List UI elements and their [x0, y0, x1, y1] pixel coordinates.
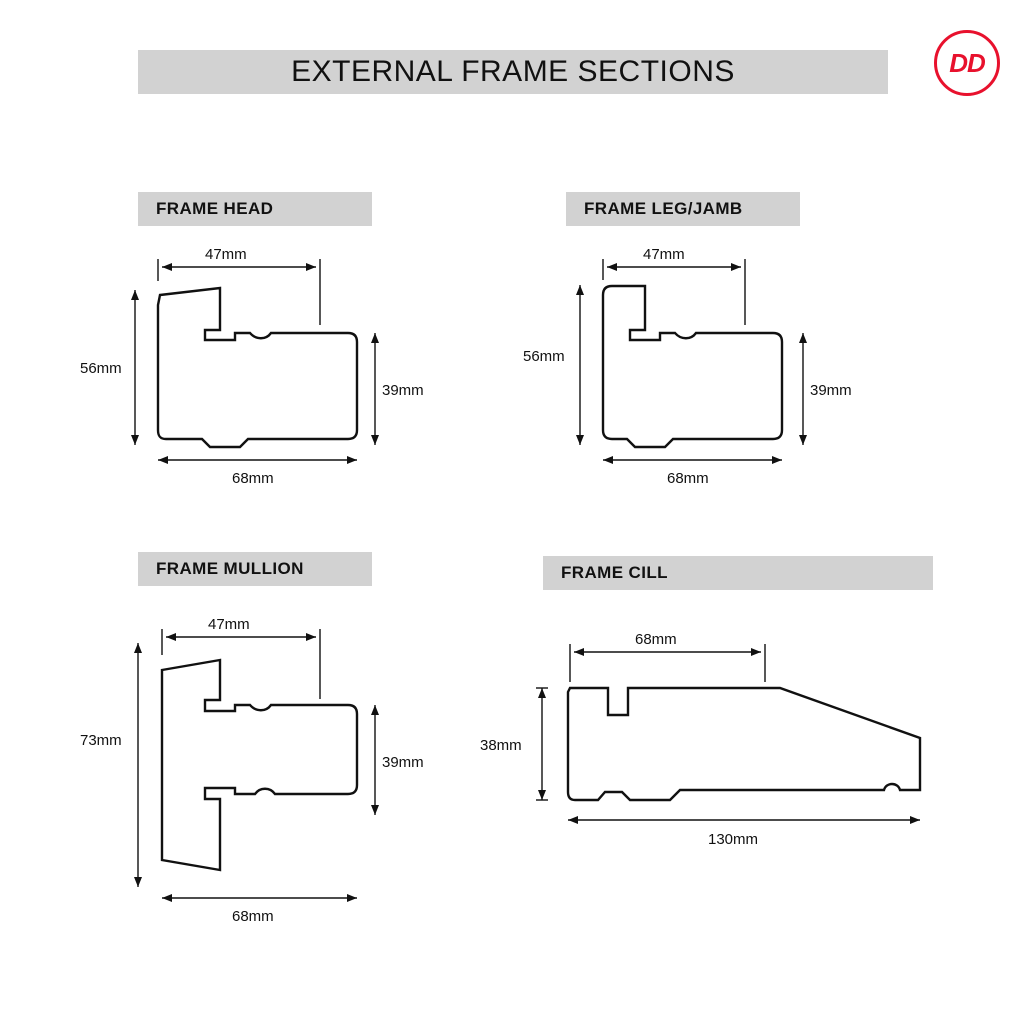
brand-logo — [934, 30, 1000, 96]
brand-logo-text: DD — [949, 48, 985, 78]
page-title: EXTERNAL FRAME SECTIONS — [291, 55, 735, 88]
dimension-top-label-frame-mullion: 47mm — [208, 616, 250, 633]
profile-outline-frame-head — [158, 288, 357, 447]
dimension-left-frame-mullion — [134, 643, 142, 887]
dimension-right-label-frame-leg-jamb: 39mm — [810, 382, 852, 399]
section-label-frame-head — [138, 192, 372, 226]
dimension-top-frame-leg-jamb — [603, 259, 745, 325]
drawing-frame-leg-jamb — [505, 245, 885, 495]
section-label-frame-mullion — [138, 552, 372, 586]
dimension-bottom-label-frame-head: 68mm — [232, 470, 274, 487]
dimension-bottom-frame-head — [158, 456, 357, 464]
dimension-bottom-frame-leg-jamb — [603, 456, 782, 464]
dimension-right-frame-leg-jamb — [799, 333, 807, 445]
dimension-top-label-frame-cill: 68mm — [635, 631, 677, 648]
dimension-right-frame-mullion — [371, 705, 379, 815]
dimension-left-label-frame-leg-jamb: 56mm — [523, 348, 565, 365]
dimension-left-frame-head — [131, 290, 139, 445]
dimension-bottom-frame-mullion — [162, 894, 357, 902]
dimension-bottom-label-frame-mullion: 68mm — [232, 908, 274, 925]
page-title-bar — [138, 50, 888, 94]
drawing-frame-cill — [480, 620, 950, 870]
dimension-left-label-frame-cill: 38mm — [480, 737, 522, 754]
section-title-frame-leg-jamb: FRAME LEG/JAMB — [584, 199, 743, 218]
profile-outline-frame-mullion — [162, 660, 357, 870]
section-title-frame-mullion: FRAME MULLION — [156, 559, 304, 578]
dimension-right-label-frame-mullion: 39mm — [382, 754, 424, 771]
dimension-bottom-label-frame-cill: 130mm — [708, 831, 759, 848]
section-label-frame-leg-jamb — [566, 192, 800, 226]
dimension-top-label-frame-head: 47mm — [205, 246, 247, 263]
dimension-left-label-frame-head: 56mm — [80, 360, 122, 377]
drawing-frame-mullion — [80, 615, 424, 925]
section-label-frame-cill — [543, 556, 933, 590]
dimension-bottom-frame-cill — [568, 816, 920, 824]
profile-outline-frame-cill — [568, 688, 920, 800]
profile-outline-frame-leg-jamb — [603, 286, 782, 447]
dimension-top-label-frame-leg-jamb: 47mm — [643, 246, 685, 263]
drawing-frame-head — [80, 245, 424, 495]
dimension-top-frame-mullion — [162, 629, 320, 699]
dimension-bottom-label-frame-leg-jamb: 68mm — [667, 470, 709, 487]
section-title-frame-head: FRAME HEAD — [156, 199, 274, 218]
dimension-left-frame-cill — [536, 688, 548, 800]
dimension-left-frame-leg-jamb — [576, 285, 584, 445]
dimension-right-label-frame-head: 39mm — [382, 382, 424, 399]
dimension-top-frame-cill — [570, 644, 765, 682]
section-title-frame-cill: FRAME CILL — [561, 563, 668, 582]
dimension-left-label-frame-mullion: 73mm — [80, 732, 122, 749]
dimension-right-frame-head — [371, 333, 379, 445]
